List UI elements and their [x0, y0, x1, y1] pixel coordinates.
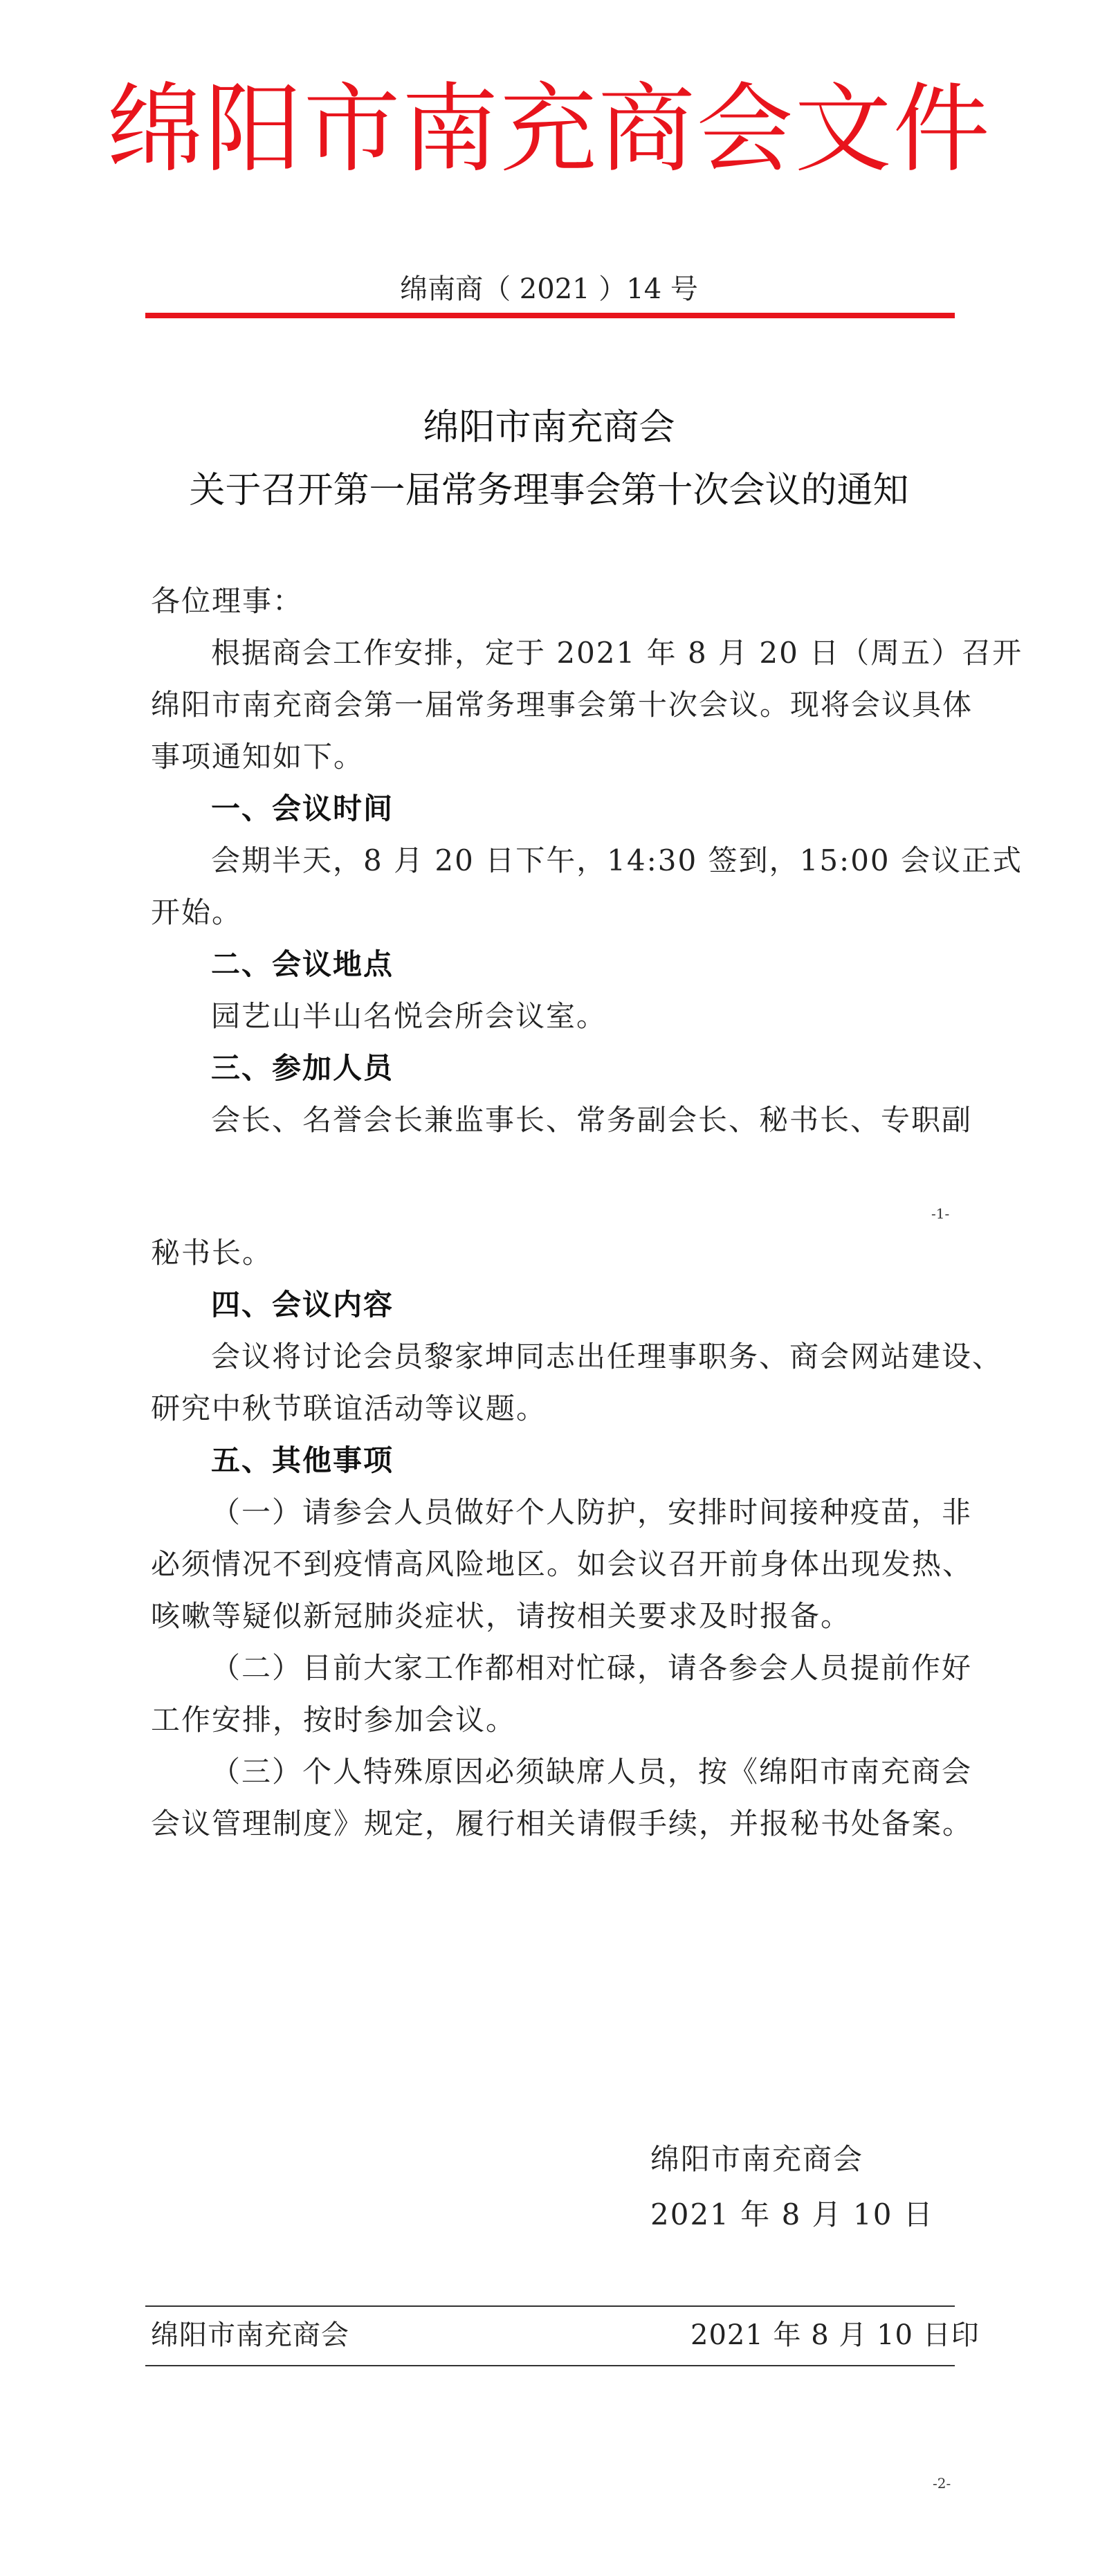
- footer-issuer: 绵阳市南充商会: [151, 2319, 349, 2351]
- intro-line: 根据商会工作安排，定于 2021 年 8 月 20 日（周五）召开: [211, 636, 1023, 670]
- other-item-3: （三）个人特殊原因必须缺席人员，按《绵阳市南充商会: [211, 1755, 973, 1789]
- other-item-1: 咳嗽等疑似新冠肺炎症状，请按相关要求及时报备。: [151, 1599, 852, 1633]
- notice-title-line1: 绵阳市南充商会: [423, 407, 675, 448]
- section-heading-other: 五、其他事项: [211, 1443, 394, 1477]
- document-number: 绵南商（ 2021 ）14 号: [400, 273, 698, 305]
- section-text-attendees: 会长、名誉会长兼监事长、常务副会长、秘书长、专职副: [211, 1103, 973, 1137]
- notice-title-line2: 关于召开第一届常务理事会第十次会议的通知: [189, 470, 909, 511]
- other-item-1: 必须情况不到疫情高风险地区。如会议召开前身体出现发热、: [151, 1547, 973, 1581]
- section-heading-attendees: 三、参加人员: [211, 1051, 394, 1085]
- section-text-content: 会议将讨论会员黎家坤同志出任理事职务、商会网站建设、: [211, 1340, 1003, 1373]
- section-text-attendees: 秘书长。: [151, 1236, 273, 1270]
- other-item-2: 工作安排，按时参加会议。: [151, 1703, 517, 1737]
- intro-line: 绵阳市南充商会第一届常务理事会第十次会议。现将会议具体: [151, 688, 973, 722]
- other-item-1: （一）请参会人员做好个人防护，安排时间接种疫苗，非: [211, 1495, 973, 1529]
- section-heading-content: 四、会议内容: [211, 1288, 394, 1322]
- section-heading-location: 二、会议地点: [211, 947, 394, 981]
- footer-print-date: 2021 年 8 月 10 日印: [690, 2319, 980, 2351]
- other-item-3: 会议管理制度》规定，履行相关请假手续，并报秘书处备案。: [151, 1807, 973, 1840]
- section-text-time: 开始。: [151, 895, 243, 929]
- section-text-content: 研究中秋节联谊活动等议题。: [151, 1391, 547, 1425]
- header-red-divider: [145, 313, 955, 318]
- page-number: -2-: [933, 2475, 951, 2492]
- page-number: -1-: [931, 1205, 950, 1222]
- signature-date: 2021 年 8 月 10 日: [650, 2198, 934, 2231]
- section-text-time: 会期半天，8 月 20 日下午，14:30 签到，15:00 会议正式: [211, 843, 1023, 877]
- section-heading-time: 一、会议时间: [211, 792, 394, 825]
- footer-top-rule: [145, 2305, 955, 2307]
- signature-org: 绵阳市南充商会: [650, 2142, 864, 2176]
- document-header-title: 绵阳市南充商会文件: [107, 73, 991, 186]
- section-text-location: 园艺山半山名悦会所会议室。: [211, 999, 607, 1033]
- other-item-2: （二）目前大家工作都相对忙碌，请各参会人员提前作好: [211, 1651, 973, 1685]
- intro-line: 事项通知如下。: [151, 740, 365, 774]
- footer-bottom-rule: [145, 2365, 955, 2366]
- salutation: 各位理事：: [151, 584, 304, 618]
